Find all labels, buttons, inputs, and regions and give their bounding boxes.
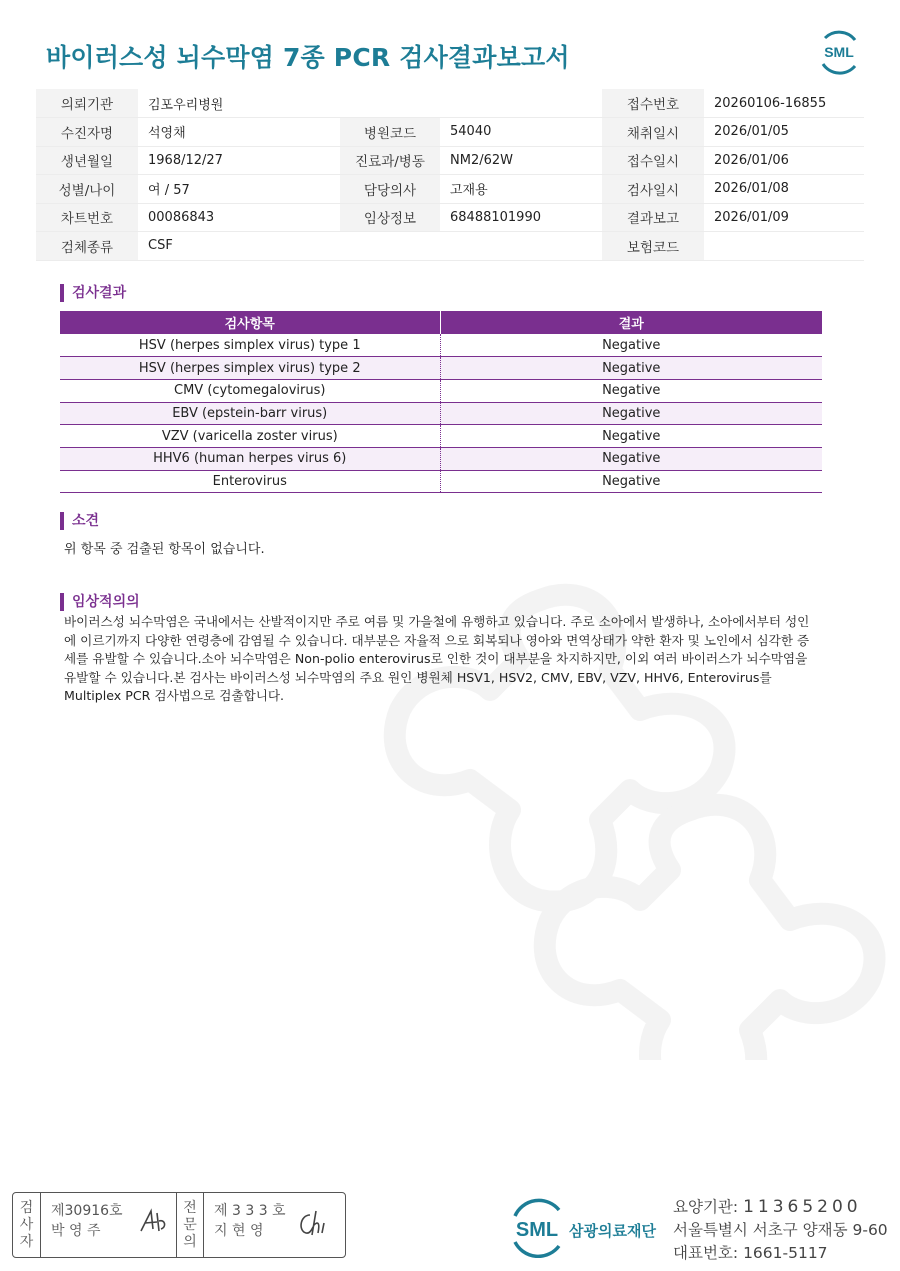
result-row [60,334,822,357]
specialist-name: 지 현 영 [214,1223,264,1239]
info-value [440,232,602,261]
info-label: 수진자명 [36,118,138,147]
sml-logo [815,28,863,76]
info-label: 차트번호 [36,203,138,232]
sml-logo-text: SML [824,44,854,60]
info-label: 병원코드 [340,118,440,147]
examiner-label: 검 사 자 [13,1193,41,1257]
info-row [36,89,864,118]
info-value: 고재용 [440,175,602,204]
info-value: 2026/01/08 [704,175,864,204]
result-item: HHV6 (human herpes virus 6) [60,447,440,470]
result-value: Negative [440,334,822,357]
result-item: EBV (epstein-barr virus) [60,402,440,425]
results-heading: 검사결과 [60,284,126,302]
info-row [36,175,864,204]
info-value: 68488101990 [440,203,602,232]
examiner-name: 박 영 주 [51,1223,101,1239]
info-value: CSF [138,232,340,261]
result-value: Negative [440,379,822,402]
info-label: 의뢰기관 [36,89,138,118]
info-label: 생년월일 [36,146,138,175]
samkwang-logo [509,1198,669,1258]
result-row [60,379,822,402]
result-item: VZV (varicella zoster virus) [60,425,440,448]
info-label: 보험코드 [602,232,704,261]
result-value: Negative [440,357,822,380]
examiner-signature-scribble [137,1207,171,1237]
info-value: 20260106-16855 [704,89,864,118]
info-row [36,203,864,232]
info-label: 접수일시 [602,146,704,175]
col-header-item: 검사항목 [60,311,440,334]
clinical-text: 바이러스성 뇌수막염은 국내에서는 산발적이지만 주로 여름 및 가을철에 유행하고 있습니다. 주로 소아에서 발생하나, 소아에서부터 성인에 이르기까지 다양한 연령층에 감염될 수 있습니다. 대부분은 자율적 으로 회복되나 영아와 면역상태가 약한 환자 및 노인에서 심각한 증세를 유발할 수 있습니다.소아 뇌수막염은 Non-polio enterovirus로 인한 것이 대부분을 차지하지만, 이외 여러 바이러스가 뇌수막염을 유발할 수 있습니다.본 검사는 바이러스성 뇌수막염의 주요 원인 병원체 HSV1, HSV2, CMV, EBV, VZV, HHV6, Enterovirus를 Multiplex PCR 검사법으로 검출합니다. [64,614,810,703]
footer-logo-text: SML [515,1219,559,1241]
info-label: 접수번호 [602,89,704,118]
info-value: 2026/01/05 [704,118,864,147]
info-value: 김포우리병원 [138,89,340,118]
info-label: 결과보고 [602,203,704,232]
result-value: Negative [440,402,822,425]
info-value: 54040 [440,118,602,147]
finding-heading: 소견 [60,512,99,530]
info-label [340,89,440,118]
result-row [60,357,822,380]
info-value [704,232,864,261]
code-label: 요양기관: [673,1198,739,1216]
finding-text: 위 항목 중 검출된 항목이 없습니다. [64,542,265,557]
info-value: 00086843 [138,203,340,232]
org-name: 삼광의료재단 [569,1222,656,1240]
info-label: 진료과/병동 [340,146,440,175]
result-item: HSV (herpes simplex virus) type 1 [60,334,440,357]
info-row [36,232,864,261]
address: 서울특별시 서초구 양재동 9-60 [673,1221,888,1239]
info-value: 1968/12/27 [138,146,340,175]
info-value: 석영채 [138,118,340,147]
signature-box [12,1192,346,1258]
result-row [60,447,822,470]
info-label: 검사일시 [602,175,704,204]
info-value: 2026/01/09 [704,203,864,232]
info-label [340,232,440,261]
result-row [60,425,822,448]
report-title: 바이러스성 뇌수막염 7종 PCR 검사결과보고서 [46,43,570,72]
patient-info-table [36,89,864,261]
info-value [440,89,602,118]
info-label: 담당의사 [340,175,440,204]
clinical-heading: 임상적의의 [60,593,140,611]
info-value: NM2/62W [440,146,602,175]
phone-label: 대표번호: [673,1244,739,1262]
result-item: HSV (herpes simplex virus) type 2 [60,357,440,380]
info-label: 성별/나이 [36,175,138,204]
specialist-label: 전 문 의 [176,1193,204,1257]
result-item: Enterovirus [60,470,440,493]
examiner-license-no: 제30916호 [51,1203,123,1219]
info-row [36,146,864,175]
info-value: 여 / 57 [138,175,340,204]
info-label: 임상정보 [340,203,440,232]
result-value: Negative [440,447,822,470]
code-value: 11365200 [743,1197,862,1217]
result-value: Negative [440,425,822,448]
col-header-result: 결과 [440,311,822,334]
examiner-signature [41,1193,176,1257]
info-label: 검체종류 [36,232,138,261]
result-row [60,402,822,425]
footer-info [673,1196,888,1265]
info-row [36,118,864,147]
specialist-signature [204,1193,344,1257]
info-value: 2026/01/06 [704,146,864,175]
result-item: CMV (cytomegalovirus) [60,379,440,402]
info-label: 채취일시 [602,118,704,147]
result-row [60,470,822,493]
results-table [60,311,822,493]
result-value: Negative [440,470,822,493]
phone-value: 1661-5117 [743,1244,828,1262]
specialist-license-no: 제 3 3 3 호 [214,1203,286,1219]
specialist-signature-scribble [296,1209,330,1239]
